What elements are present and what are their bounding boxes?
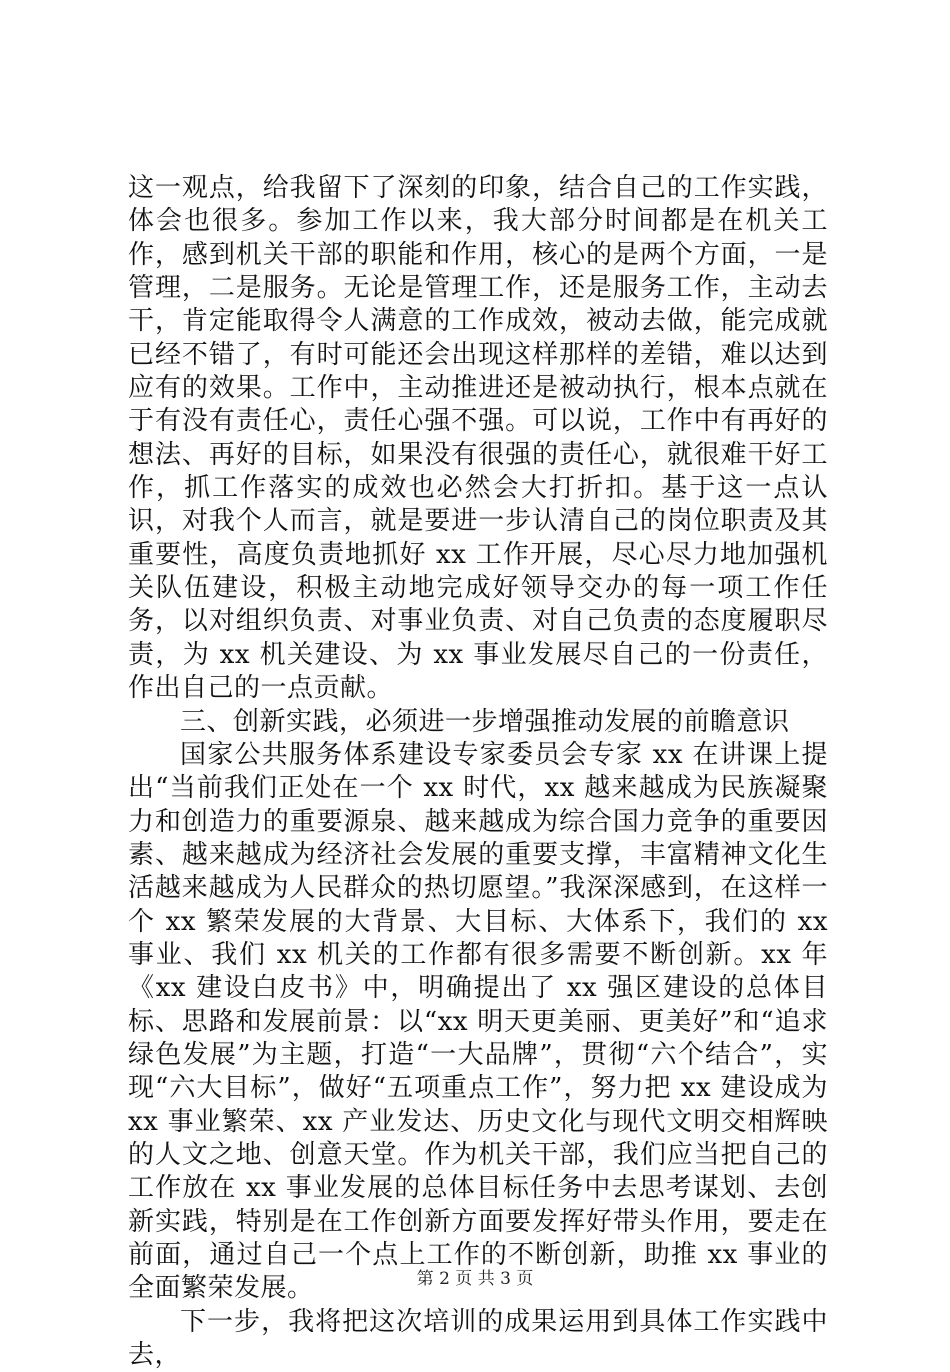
paragraph-next-step: 下一步，我将把这次培训的成果运用到具体工作实践中去， <box>128 1306 828 1371</box>
paragraph-innovation: 国家公共服务体系建设专家委员会专家 xx 在讲课上提出“当前我们正处在一个 xx 时代，xx 越来越成为民族凝聚力和创造力的重要源泉、越来越成为综合国力竞争的重要因素、越来越成为经济社会发展的重要支撑，丰富精神文化生活越来越成为人民群众的热切愿望。”我深深感到，在这样一个 xx 繁荣发展的大背景、大目标、大体系下，我们的 xx 事业、我们 xx 机关的工作都有很多需要不断创新。xx 年《xx 建设白皮书》中，明确提出了 xx 强区建设的总体目标、思路和发展前景：以“xx 明天更美丽、更美好”和“追求绿色发展”为主题，打造“一大品牌”，贯彻“六个结合”，实现“六大目标”，做好“五项重点工作”，努力把 xx 建设成为 xx 事业繁荣、xx 产业发达、历史文化与现代文明交相辉映的人文之地、创意天堂。作为机关干部，我们应当把自己的工作放在 xx 事业发展的总体目标任务中去思考谋划、去创新实践，特别是在工作创新方面要发挥好带头作用，要走在前面，通过自己一个点上工作的不断创新，助推 xx 事业的全面繁荣发展。 <box>128 739 828 1304</box>
section-heading: 三、创新实践，必须进一步增强推动发展的前瞻意识 <box>180 706 790 737</box>
paragraph-continuation: 这一观点，给我留下了深刻的印象，结合自己的工作实践，体会也很多。参加工作以来，我大部分时间都是在机关工作，感到机关干部的职能和作用，核心的是两个方面，一是管理，二是服务。无论是管理工作，还是服务工作，主动去干，肯定能取得令人满意的工作成效，被动去做，能完成就已经不错了，有时可能还会出现这样那样的差错，难以达到应有的效果。工作中，主动推进还是被动执行，根本点就在于有没有责任心，责任心强不强。可以说，工作中有再好的想法、再好的目标，如果没有很强的责任心，就很难干好工作，抓工作落实的成效也必然会大打折扣。基于这一点认识，对我个人而言，就是要进一步认清自己的岗位职责及其重要性，高度负责地抓好 xx 工作开展，尽心尽力地加强机关队伍建设，积极主动地完成好领导交办的每一项工作任务，以对组织负责、对事业负责、对自己负责的态度履职尽责，为 xx 机关建设、为 xx 事业发展尽自己的一份责任，作出自己的一点贡献。 <box>128 173 828 704</box>
page-number: 第 2 页 共 3 页 <box>416 1269 534 1289</box>
document-body <box>128 172 828 1372</box>
page-footer <box>0 1268 950 1290</box>
